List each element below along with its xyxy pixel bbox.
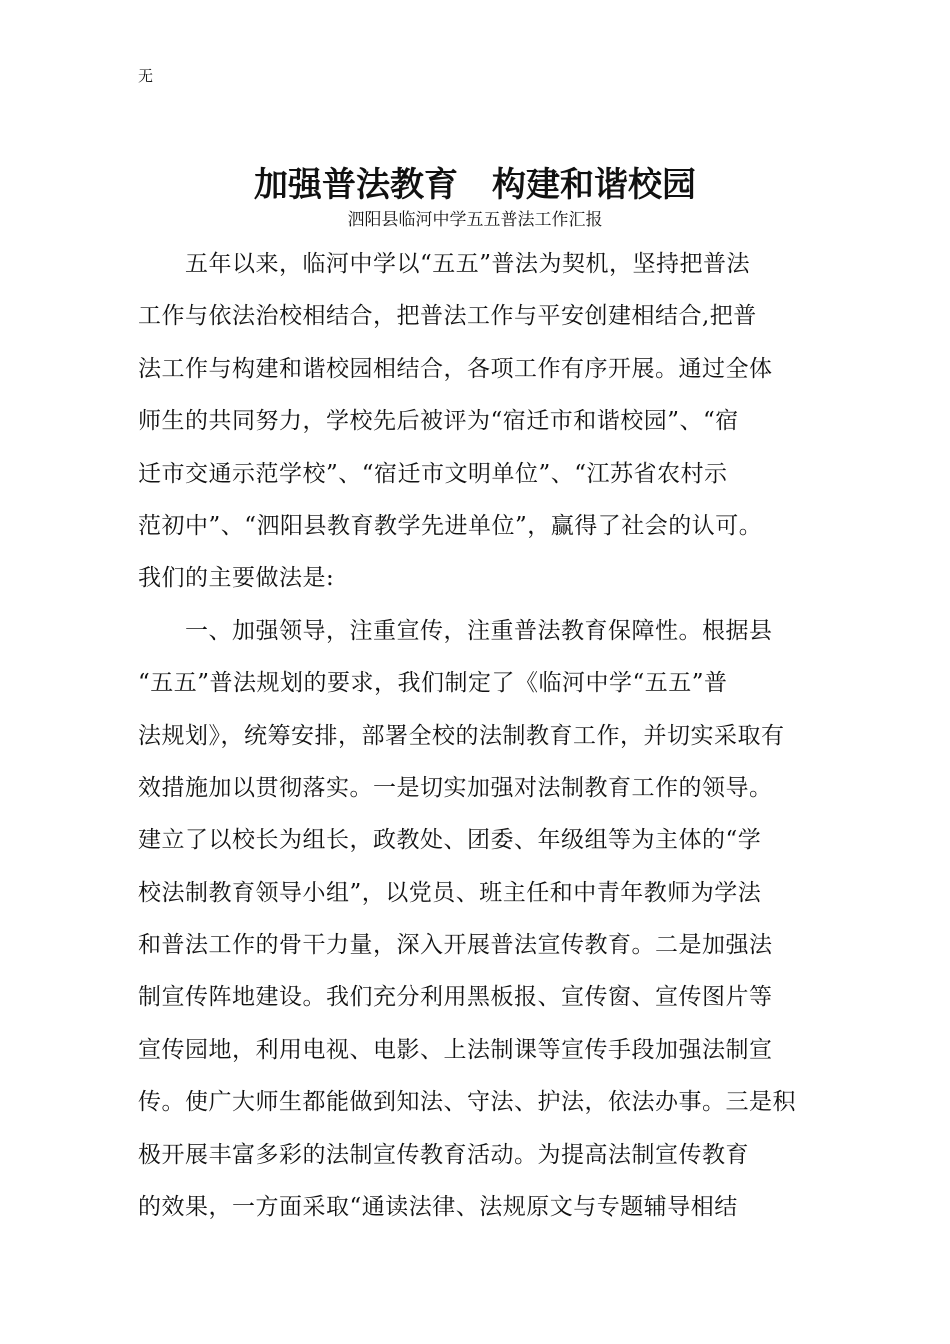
body-line: 迁市交通示范学校”、“宿迁市文明单位”、“江苏省农村示 xyxy=(138,460,728,487)
document-title: 加强普法教育 构建和谐校园 xyxy=(254,165,696,205)
body-line: 和普法工作的骨干力量，深入开展普法宣传教育。二是加强法 xyxy=(138,932,773,959)
body-line: 宣传园地，利用电视、电影、上法制课等宣传手段加强法制宣 xyxy=(138,1036,773,1063)
body-line: 传。使广大师生都能做到知法、守法、护法，依法办事。三是积 xyxy=(138,1089,796,1116)
body-line: 法工作与构建和谐校园相结合，各项工作有序开展。通过全体 xyxy=(138,355,773,382)
header-note: 无 xyxy=(138,67,154,85)
body-line: 制宣传阵地建设。我们充分利用黑板报、宣传窗、宣传图片等 xyxy=(138,984,773,1011)
body-text xyxy=(138,238,818,1233)
body-line: 法规划》，统筹安排，部署全校的法制教育工作，并切实采取有 xyxy=(138,722,785,749)
body-line: 一、加强领导，注重宣传，注重普法教育保障性。根据县 xyxy=(138,617,773,644)
body-line: 我们的主要做法是: xyxy=(138,565,335,592)
body-line: 的效果，一方面采取“通读法律、法规原文与专题辅导相结 xyxy=(138,1194,738,1221)
body-line: 效措施加以贯彻落实。一是切实加强对法制教育工作的领导。 xyxy=(138,774,773,801)
body-line: 校法制教育领导小组”，以党员、班主任和中青年教师为学法 xyxy=(138,879,762,906)
body-line: 范初中”、“泗阳县教育教学先进单位”，赢得了社会的认可。 xyxy=(138,512,763,539)
body-line: 师生的共同努力，学校先后被评为“宿迁市和谐校园”、“宿 xyxy=(138,408,739,435)
body-line: 极开展丰富多彩的法制宣传教育活动。为提高法制宣传教育 xyxy=(138,1141,749,1168)
body-line: 建立了以校长为组长，政教处、团委、年级组等为主体的“学 xyxy=(138,827,762,854)
body-line: 五年以来，临河中学以“五五”普法为契机，坚持把普法 xyxy=(138,251,751,277)
body-line: 工作与依法治校相结合，把普法工作与平安创建相结合,把普 xyxy=(138,303,757,330)
document-subtitle: 泗阳县临河中学五五普法工作汇报 xyxy=(347,210,603,230)
body-line: “五五”普法规划的要求，我们制定了《临河中学“五五”普 xyxy=(138,670,728,697)
